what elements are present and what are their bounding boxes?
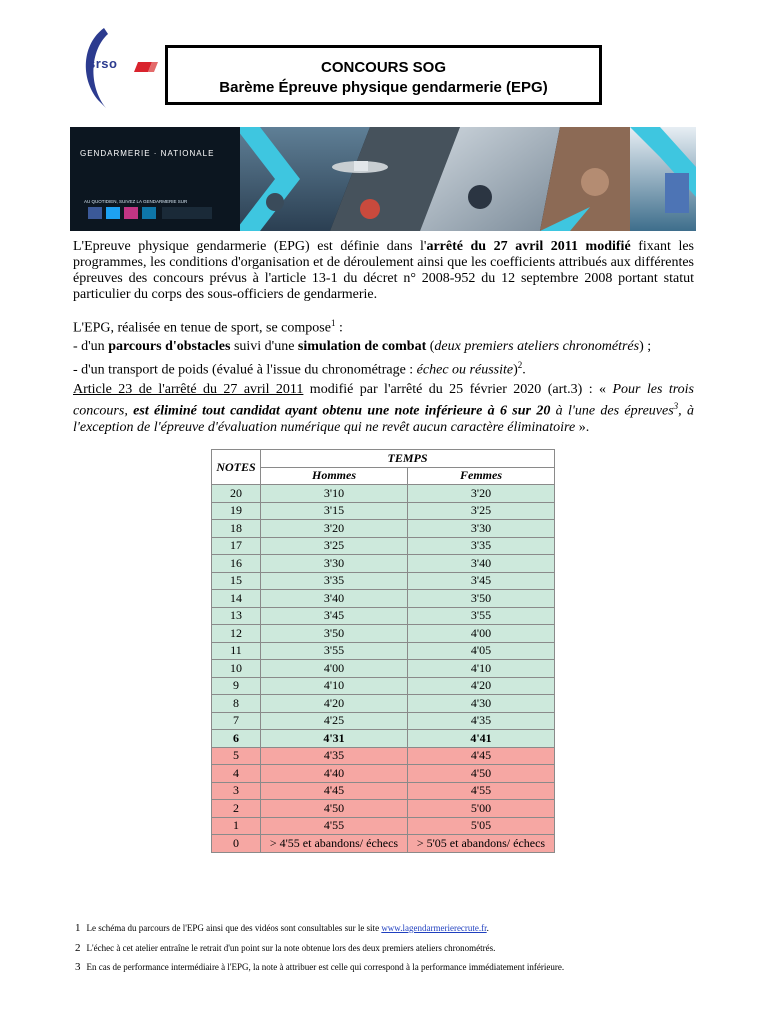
femmes-cell: 3'45 — [408, 572, 555, 590]
femmes-cell: 4'00 — [408, 625, 555, 643]
femmes-cell: 4'35 — [408, 712, 555, 730]
hommes-cell: 3'20 — [261, 520, 408, 538]
table-row — [212, 817, 555, 835]
table-row — [212, 485, 555, 503]
table-row — [212, 730, 555, 748]
table-row — [212, 520, 555, 538]
footnote-ref-2: 2 — [517, 359, 523, 370]
note-cell: 14 — [212, 590, 261, 608]
femmes-cell: 4'10 — [408, 660, 555, 678]
hommes-header: Hommes — [261, 467, 408, 485]
table-row — [212, 537, 555, 555]
table-row — [212, 835, 555, 853]
footnote-1: 1 Le schéma du parcours de l'EPG ainsi que des vidéos sont consultables sur le site www.lagendarmerierecrute.fr. — [75, 922, 489, 934]
note-cell: 0 — [212, 835, 261, 853]
femmes-cell: 3'55 — [408, 607, 555, 625]
hommes-cell: 4'40 — [261, 765, 408, 783]
femmes-cell: 4'50 — [408, 765, 555, 783]
note-cell: 7 — [212, 712, 261, 730]
note-cell: 17 — [212, 537, 261, 555]
footnote-ref-3: 3 — [673, 401, 679, 411]
note-cell: 3 — [212, 782, 261, 800]
instagram-icon[interactable] — [124, 207, 138, 219]
femmes-cell: > 5'05 et abandons/ échecs — [408, 835, 555, 853]
hommes-cell: 3'50 — [261, 625, 408, 643]
note-cell: 5 — [212, 747, 261, 765]
hommes-cell: 4'35 — [261, 747, 408, 765]
note-cell: 11 — [212, 642, 261, 660]
note-cell: 6 — [212, 730, 261, 748]
notes-header: NOTES — [212, 450, 261, 485]
intro-paragraph — [73, 239, 694, 303]
hommes-cell: 3'25 — [261, 537, 408, 555]
hommes-cell: 4'50 — [261, 800, 408, 818]
intro-bold-decree: arrêté du 27 avril 2011 modifié — [426, 239, 631, 254]
hommes-cell: 4'31 — [261, 730, 408, 748]
femmes-cell: 5'00 — [408, 800, 555, 818]
facebook-icon[interactable] — [88, 207, 102, 219]
note-cell: 8 — [212, 695, 261, 713]
femmes-cell: 4'55 — [408, 782, 555, 800]
table-row — [212, 572, 555, 590]
femmes-cell: 3'20 — [408, 485, 555, 503]
title-box — [165, 45, 602, 105]
table-row — [212, 800, 555, 818]
banner-follow-text: AU QUOTIDIEN, SUIVEZ LA GENDARMERIE SUR — [84, 199, 188, 204]
hommes-cell: 3'45 — [261, 607, 408, 625]
femmes-cell: 4'45 — [408, 747, 555, 765]
note-cell: 1 — [212, 817, 261, 835]
femmes-cell: 4'20 — [408, 677, 555, 695]
table-row — [212, 590, 555, 608]
gendarmerie-banner — [70, 127, 696, 231]
note-cell: 13 — [212, 607, 261, 625]
article-paragraph: Article 23 de l'arrêté du 27 avril 2011 modifié par l'arrêté du 25 février 2020 (art.3) : « Pour les trois concours, est éliminé tout candidat ayant obtenu une note inférieure à 6 sur 20 à l'une des épreuves$^3$, à l'exception de l'épreuve d'évaluation numérique qui ne revêt aucun caractère éliminatoire ». — [73, 382, 695, 435]
table-row — [212, 782, 555, 800]
femmes-header: Femmes — [408, 467, 555, 485]
hommes-cell: 3'15 — [261, 502, 408, 520]
table-row — [212, 747, 555, 765]
hommes-cell: 4'20 — [261, 695, 408, 713]
epg-composition — [73, 315, 694, 378]
gendinfo-icon[interactable] — [162, 207, 212, 219]
twitter-icon[interactable] — [106, 207, 120, 219]
table-row — [212, 660, 555, 678]
table-row — [212, 607, 555, 625]
table-row — [212, 555, 555, 573]
linkedin-icon[interactable] — [142, 207, 156, 219]
hommes-cell: > 4'55 et abandons/ échecs — [261, 835, 408, 853]
article-elimination-rule: est éliminé tout candidat ayant obtenu une note inférieure à 6 sur 20 — [133, 403, 551, 419]
table-row — [212, 625, 555, 643]
note-cell: 12 — [212, 625, 261, 643]
hommes-cell: 4'55 — [261, 817, 408, 835]
temps-header: TEMPS — [261, 450, 555, 468]
femmes-cell: 3'25 — [408, 502, 555, 520]
article-reference: Article 23 de l'arrêté du 27 avril 2011 — [73, 382, 304, 397]
footnote-3: 3 En cas de performance intermédiaire à l'EPG, la note à attribuer est celle qui correspond à la performance immédiatement inférieure. — [75, 961, 565, 973]
table-row — [212, 502, 555, 520]
hommes-cell: 3'30 — [261, 555, 408, 573]
table-row — [212, 712, 555, 730]
epg-line-1: L'EPG, réalisée en tenue de sport, se compose$^1$ : — [73, 318, 343, 336]
note-cell: 2 — [212, 800, 261, 818]
banner-brand-panel — [70, 127, 240, 231]
hommes-cell: 4'25 — [261, 712, 408, 730]
hommes-cell: 3'10 — [261, 485, 408, 503]
note-cell: 19 — [212, 502, 261, 520]
intro-text-1: L'Epreuve physique gendarmerie (EPG) est définie dans l' — [73, 239, 427, 254]
femmes-cell: 5'05 — [408, 817, 555, 835]
title-line-1: CONCOURS SOG — [320, 59, 446, 76]
femmes-cell: 3'50 — [408, 590, 555, 608]
hommes-cell: 3'40 — [261, 590, 408, 608]
note-cell: 4 — [212, 765, 261, 783]
epg-line-2: - d'un parcours d'obstacles suivi d'une simulation de combat (deux premiers ateliers chronométrés) ; — [73, 338, 652, 354]
hommes-cell: 4'45 — [261, 782, 408, 800]
femmes-cell: 3'35 — [408, 537, 555, 555]
table-row — [212, 677, 555, 695]
logo-text: srso — [88, 56, 118, 71]
note-cell: 9 — [212, 677, 261, 695]
femmes-cell: 4'41 — [408, 730, 555, 748]
table-row — [212, 642, 555, 660]
table-row — [212, 695, 555, 713]
footnote-ref-1: 1 — [330, 318, 336, 328]
epg-line-3: - d'un transport de poids (évalué à l'issue du chronométrage : échec ou réussite)$^2$. — [73, 359, 526, 378]
hommes-cell: 3'35 — [261, 572, 408, 590]
note-cell: 10 — [212, 660, 261, 678]
hommes-cell: 4'10 — [261, 677, 408, 695]
table-row — [212, 765, 555, 783]
note-cell: 18 — [212, 520, 261, 538]
note-cell: 20 — [212, 485, 261, 503]
bareme-table — [211, 449, 555, 853]
intro-text-2: fixant les programmes, les conditions d'organisation et de déroulement ainsi que les coefficients attribués aux différentes épreuves des concours prévus à l'article 13-1 du décret n° 2008-952 du 12 septembre 2008 portant statut particulier du corps des sous-officiers de gendarmerie. — [73, 239, 695, 302]
banner-brand-text: GENDARMERIE · NATIONALE — [80, 149, 215, 158]
title-line-2: Barème Épreuve physique gendarmerie (EPG) — [219, 79, 548, 96]
femmes-cell: 4'30 — [408, 695, 555, 713]
hommes-cell: 4'00 — [261, 660, 408, 678]
femmes-cell: 3'30 — [408, 520, 555, 538]
note-cell: 16 — [212, 555, 261, 573]
note-cell: 15 — [212, 572, 261, 590]
footnote-2: 2 L'échec à cet atelier entraîne le retrait d'un point sur la note obtenue lors des deux premiers ateliers chronométrés. — [75, 942, 496, 954]
hommes-cell: 3'55 — [261, 642, 408, 660]
site-link[interactable]: www.lagendarmerierecrute.fr — [381, 923, 487, 933]
femmes-cell: 4'05 — [408, 642, 555, 660]
femmes-cell: 3'40 — [408, 555, 555, 573]
